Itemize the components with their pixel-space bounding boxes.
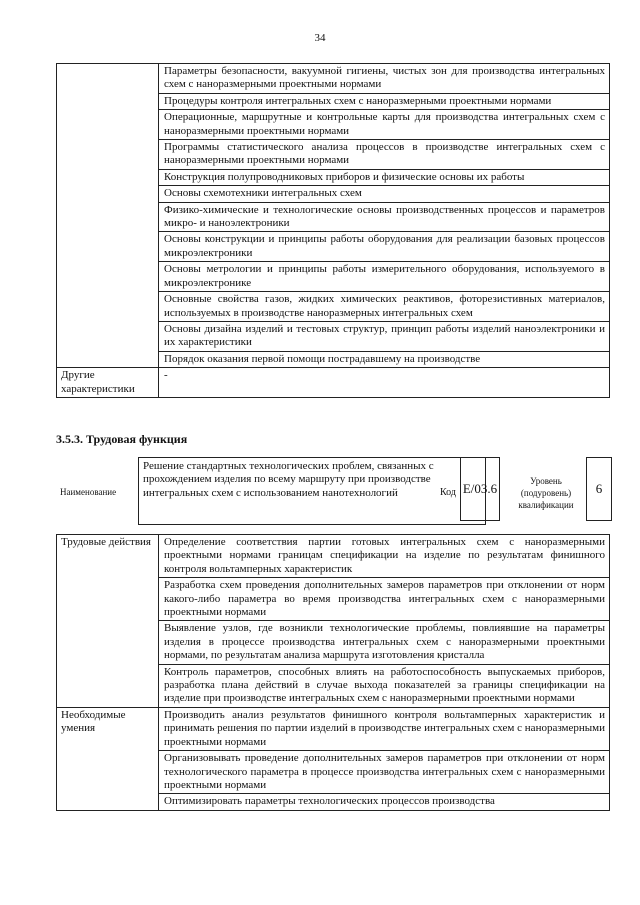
- other-characteristics-cell: [159, 368, 610, 398]
- knowledge-item: Операционные, маршрутные и контрольные карты для производства интегральных схем с наноразмерными проектными нормами: [159, 110, 609, 140]
- required-skills-label: Необходимые умения: [57, 707, 159, 810]
- labor-action-item: Выявление узлов, где возникли технологические проблемы, повлиявшие на параметры изделия в процессе производства интегральных схем с наноразмерными проектными нормами, по результатам анализа маршрута изготовления кристалла: [159, 621, 609, 664]
- skills-row: [57, 707, 610, 810]
- knowledge-row: [57, 64, 610, 368]
- function-code-box: E/03.6: [460, 457, 500, 521]
- knowledge-item: Основы дизайна изделий и тестовых структур, принцип работы изделий наноэлектроники и их характеристики: [159, 322, 609, 352]
- knowledge-table: [56, 63, 610, 398]
- function-header: [60, 457, 612, 525]
- knowledge-item: Физико-химические и технологические основы производственных процессов и параметров микро- и наноэлектроники: [159, 203, 609, 233]
- skill-item: Организовывать проведение дополнительных замеров параметров при отклонении от норм технологического параметра в процессе производства интегральных схем с наноразмерными проектными нормами: [159, 751, 609, 794]
- skill-item: Производить анализ результатов финишного контроля вольтамперных характеристик и принимать решения по партии изделий в производстве интегральных схем с наноразмерными проектными нормами: [159, 708, 609, 751]
- level-label: Уровень (подуровень) квалификации: [518, 476, 574, 510]
- other-characteristics-label: Другие характеристики: [57, 368, 159, 398]
- labor-actions-label: Трудовые действия: [57, 535, 159, 708]
- skill-item: Оптимизировать параметры технологических процессов производства: [164, 795, 495, 808]
- required-skills-cell: [159, 707, 610, 810]
- knowledge-item: Основы метрологии и принципы работы измерительного оборудования, используемого в микроэлектронике: [159, 262, 609, 292]
- level-value-box: 6: [586, 457, 612, 521]
- knowledge-item: Порядок оказания первой помощи пострадавшему на производстве: [164, 352, 481, 365]
- labor-action-item: Контроль параметров, способных влиять на работоспособность выпускаемых приборов, разработка плана действий в случае выхода показателей за границы спецификации на изделие при производстве интегральных схем с наноразмерными проектными нормами: [164, 665, 605, 705]
- labor-actions-cell: [159, 535, 610, 708]
- knowledge-item: Основы конструкции и принципы работы оборудования для реализации базовых процессов микроэлектроники: [159, 232, 609, 262]
- function-name-box: Решение стандартных технологических проблем, связанных с прохождением изделия по всему маршруту при производстве интегральных схем с использованием нанотехнологий: [138, 457, 486, 525]
- function-table: [56, 534, 610, 811]
- knowledge-item: Основные свойства газов, жидких химических реактивов, фоторезистивных материалов, используемых в производстве наноразмерных интегральных схем: [159, 292, 609, 322]
- knowledge-item: Основы схемотехники интегральных схем: [159, 186, 609, 202]
- knowledge-item: Параметры безопасности, вакуумной гигиены, чистых зон для производства интегральных схем с наноразмерными проектными нормами: [159, 64, 609, 94]
- labor-action-item: Определение соответствия партии готовых интегральных схем с наноразмерными проектными нормами границам спецификации на изделие по результатам финишного контроля вольтамперных характеристик: [159, 535, 609, 578]
- name-label: Наименование: [60, 487, 117, 497]
- knowledge-items-cell: [159, 64, 610, 368]
- code-label: Код: [440, 487, 456, 498]
- labor-action-item: Разработка схем проведения дополнительных замеров параметров при отклонении от норм какого-либо параметра во время производства интегральных схем с наноразмерными проектными нормами: [159, 578, 609, 621]
- other-row: [57, 368, 610, 398]
- knowledge-item: Процедуры контроля интегральных схем с наноразмерными проектными нормами: [159, 94, 609, 110]
- section-title: 3.5.3. Трудовая функция: [56, 432, 188, 446]
- actions-row: [57, 535, 610, 708]
- knowledge-label-cell: [57, 64, 159, 368]
- knowledge-item: Конструкция полупроводниковых приборов и физические основы их работы: [159, 170, 609, 186]
- page-number: 34: [314, 32, 326, 44]
- knowledge-item: Программы статистического анализа процессов в производстве интегральных схем с наноразмерными проектными нормами: [159, 140, 609, 170]
- other-characteristics-value: -: [164, 369, 168, 382]
